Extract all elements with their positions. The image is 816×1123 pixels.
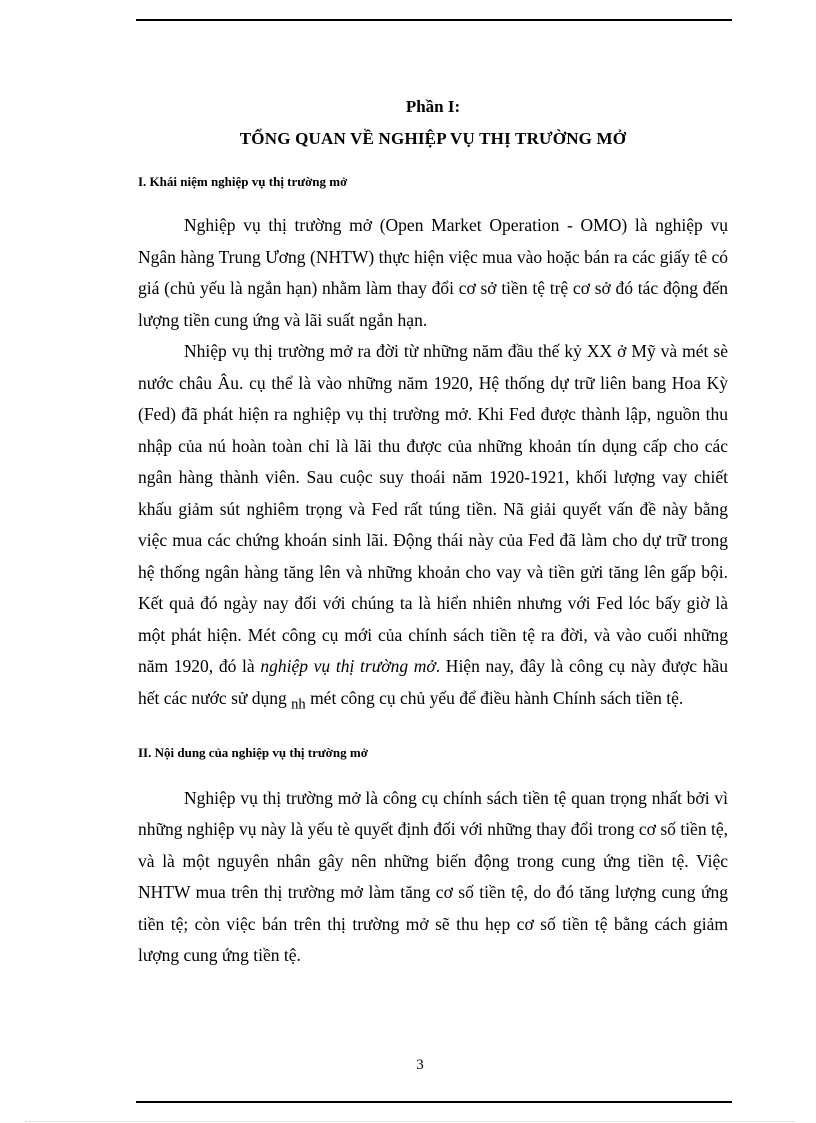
part-label: Phần I: [405, 97, 461, 116]
paragraph-history-text-2: . Hiện nay, đây là công cụ này được hầu hết các nước sử dụng [138, 656, 729, 708]
page-body [138, 94, 728, 972]
footer-rule [136, 1101, 732, 1103]
section-heading-2: II. Nội dung của nghiệp vụ thị trường mở [138, 744, 368, 760]
section-heading-1: I. Khái niệm nghiệp vụ thị trường mở [138, 174, 348, 189]
page-edge-dotted-line [25, 1121, 795, 1122]
paragraph-history-text-3: mét công cụ chủ yếu để điều hành Chính sách tiền tệ. [305, 687, 684, 708]
header-rule [136, 19, 732, 21]
page-number: 3 [416, 1057, 424, 1073]
paragraph-history [138, 336, 728, 721]
subscript-fragment: nh [291, 696, 306, 712]
paragraph-content: Nghiệp vụ thị trường mở là công cụ chính sách tiền tệ quan trọng nhất bởi vì những nghiệp vụ này là yếu tè quyết định đối với những thay đổi trong cơ số tiền tệ, và là một nguyên nhân gây nên những biến động trong cung ứng tiền tệ. Việc NHTW mua trên thị trường mở làm tăng cơ số tiền tệ, do đó tăng lượng cung ứng tiền tệ; còn việc bán trên thị trường mở sẽ thu hẹp cơ số tiền tệ bằng cách giảm lượng cung ứng tiền tệ. [138, 787, 728, 965]
paragraph-definition: Nghiệp vụ thị trường mở (Open Market Operation - OMO) là nghiệp vụ Ngân hàng Trung Ương (NHTW) thực hiện việc mua vào hoặc bán ra các giấy tê có giá (chủ yếu là ngắn hạn) nhằm làm thay đổi cơ sở tiền tệ trệ cơ sở đó tác động đến lượng tiền cung ứng và lãi suất ngắn hạn. [138, 215, 728, 330]
part-title: TỔNG QUAN VỀ NGHIỆP VỤ THỊ TRƯỜNG MỞ [239, 129, 627, 148]
italic-term: nghiệp vụ thị trường mở [260, 656, 436, 676]
paragraph-history-text: Nhiệp vụ thị trường mở ra đời từ những năm đầu thế kỷ XX ở Mỹ và mét sè nước châu Âu. cụ thể là vào những năm 1920, Hệ thống dự trữ liên bang Hoa Kỳ (Fed) đã phát hiện ra nghiệp vụ thị trường mở. Khi Fed được thành lập, nguồn thu nhập của nú hoàn toàn chỉ là lãi thu được của những khoản tín dụng cấp cho các ngân hàng thành viên. Sau cuộc suy thoái năm 1920-1921, khối lượng vay chiết khấu giảm sút nghiêm trọng và Fed rất túng tiền. Nã giải quyết vấn đề này bằng việc mua các chứng khoán sinh lãi. Động thái này của Fed đã làm cho dự trữ trong hệ thống ngân hàng tăng lên và những khoản cho vay và tiền gửi tăng lên gấp bội. Kết quả đó ngày nay đối với chúng ta là hiển nhiên nhưng với Fed lóc bấy giờ là một phát hiện. Mét công cụ mới của chính sách tiền tệ ra đời, và vào cuối những năm 1920, đó là [138, 341, 728, 676]
